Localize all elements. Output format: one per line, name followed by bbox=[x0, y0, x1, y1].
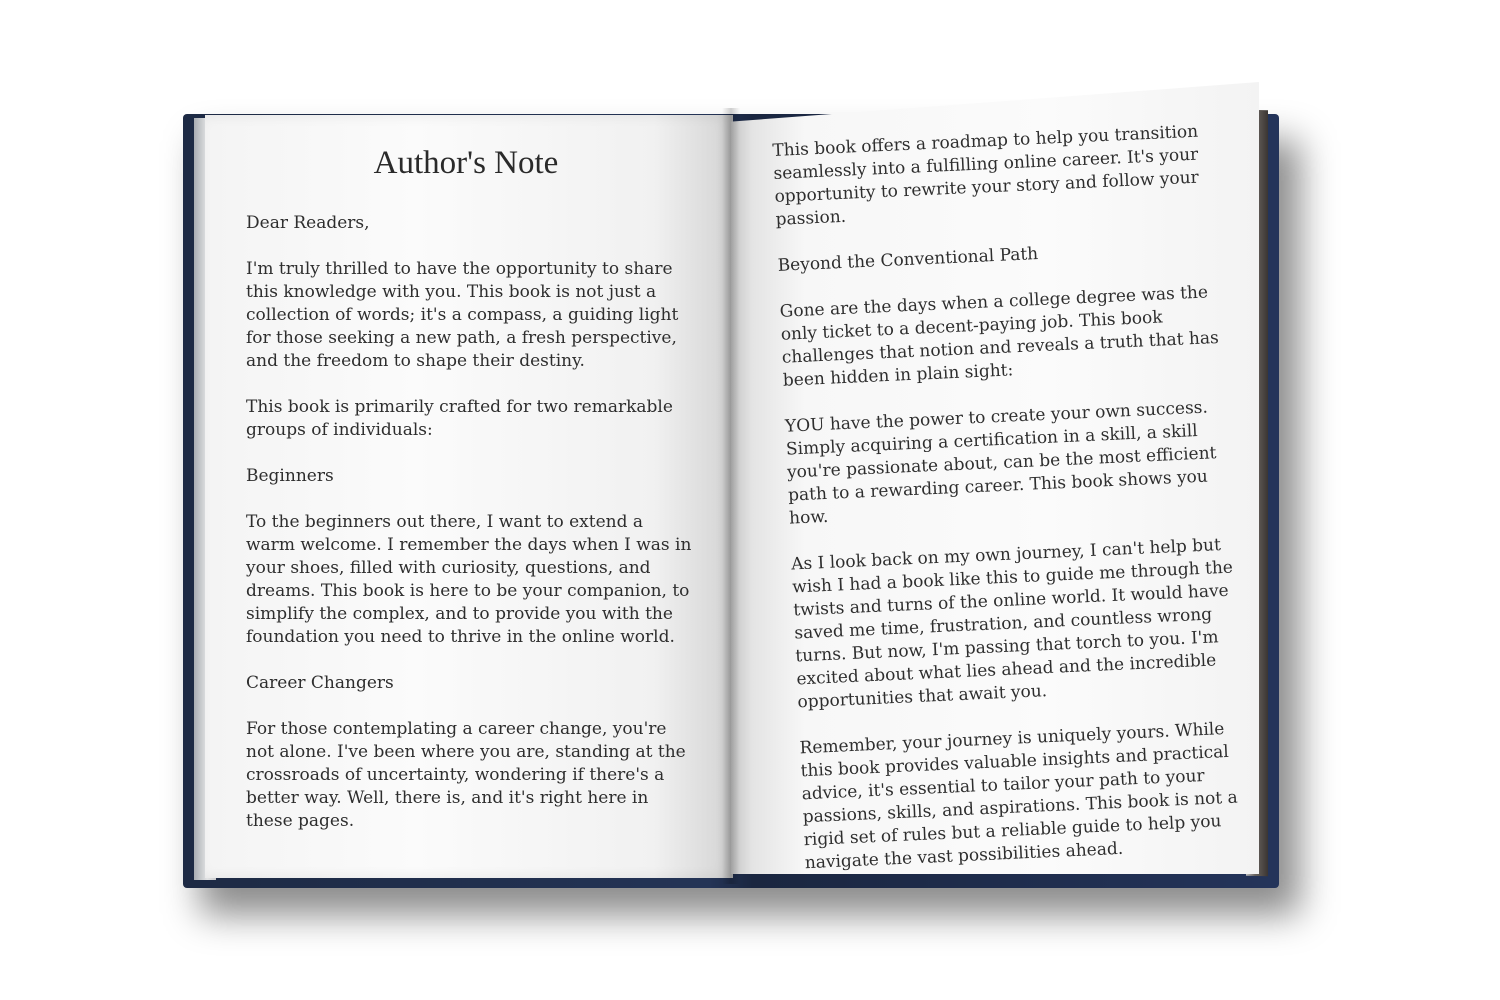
paragraph: Gone are the days when a college degree was the only ticket to a decent-paying job. This book challenges that notion and reveals a truth that has been hidden in plain sight: bbox=[779, 282, 1220, 391]
section-heading-conventional-path: Beyond the Conventional Path bbox=[777, 244, 1039, 276]
salutation: Dear Readers, bbox=[246, 213, 370, 233]
page-title: Author's Note bbox=[373, 145, 559, 181]
section-heading-beginners: Beginners bbox=[246, 466, 334, 486]
right-page-text bbox=[772, 120, 1256, 899]
paragraph: This book offers a roadmap to help you transition seamlessly into a fulfilling online career. It's your opportunity to rewrite your story and follow your passion. bbox=[772, 121, 1200, 230]
paragraph: For those contemplating a career change, you're not alone. I've been where you are, standing at the crossroads of uncertainty, wondering if there's a better way. Well, there is, and it's right here in these pages. bbox=[246, 719, 686, 831]
left-page-text bbox=[246, 140, 696, 856]
paragraph: YOU have the power to create your own success. Simply acquiring a certification in a skill, a skill you're passionate about, can be the most efficient path to a rewarding career. This book shows you how. bbox=[784, 397, 1217, 529]
paragraph: Remember, your journey is uniquely yours. While this book provides valuable insights and practical advice, it's essential to tailor your path to your passions, skills, and aspirations. This book is not a rigid set of rules but a reliable guide to help you navigate the vast possibilities ahead. bbox=[799, 719, 1239, 874]
section-heading-career-changers: Career Changers bbox=[246, 673, 394, 693]
paragraph: I'm truly thrilled to have the opportunity to share this knowledge with you. This book is not just a collection of words; it's a compass, a guiding light for those seeking a new path, a fresh perspective, and the freedom to shape their destiny. bbox=[246, 259, 679, 371]
paragraph: This book is primarily crafted for two remarkable groups of individuals: bbox=[246, 397, 673, 440]
paragraph: As I look back on my own journey, I can't help but wish I had a book like this to guide me through the twists and turns of the online world. It would have saved me time, frustration, and countless wrong turns. But now, I'm passing that torch to you. I'm excited about what lies ahead and the incredible opportunities that await you. bbox=[790, 535, 1234, 713]
paragraph: To the beginners out there, I want to extend a warm welcome. I remember the days when I was in your shoes, filled with curiosity, questions, and dreams. This book is here to be your companion, to simplify the complex, and to provide you with the foundation you need to thrive in the online world. bbox=[246, 512, 692, 647]
book-spine-gutter bbox=[722, 108, 740, 884]
